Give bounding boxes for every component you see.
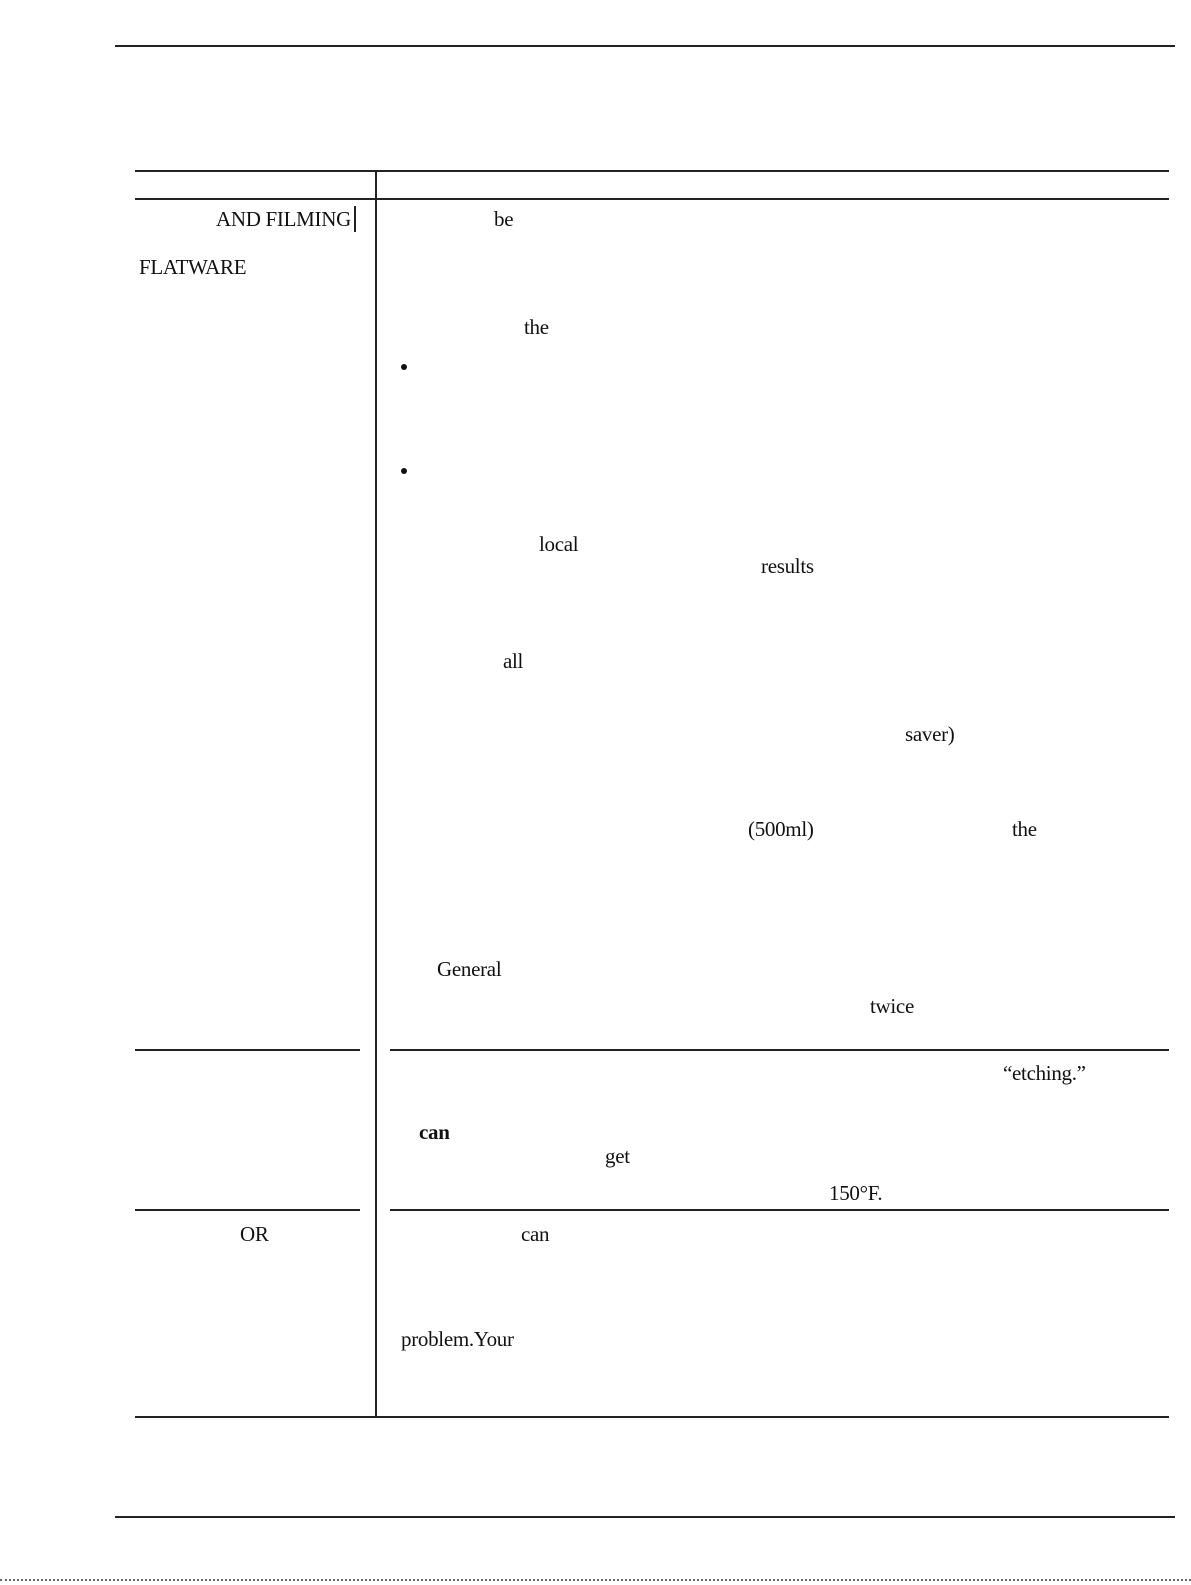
- row1-text-be: be: [494, 207, 514, 231]
- row-separator-2-right: [390, 1209, 1169, 1211]
- table-bottom-rule: [135, 1416, 1169, 1418]
- row1-text-local: local: [539, 532, 579, 556]
- table-top-rule: [135, 170, 1169, 172]
- bullet-2: [401, 468, 407, 474]
- row3-text-problem-your: problem.Your: [401, 1327, 514, 1351]
- row3-text-can: can: [521, 1222, 550, 1246]
- row2-text-can: can: [419, 1120, 450, 1144]
- top-rule: [115, 45, 1175, 47]
- row1-text-the-2: the: [1012, 817, 1037, 841]
- bullet-1: [401, 364, 407, 370]
- row1-text-the: the: [524, 315, 549, 339]
- row-separator-2-left: [135, 1209, 360, 1211]
- row1-text-saver: saver): [905, 722, 955, 746]
- row2-text-150f: 150°F.: [829, 1181, 883, 1205]
- row1-text-all: all: [503, 649, 524, 673]
- row-separator-1-right: [390, 1049, 1169, 1051]
- bottom-rule: [115, 1516, 1175, 1518]
- page-edge-dotted-rule: [0, 1579, 1191, 1581]
- row3-label-line1: OR: [240, 1222, 269, 1246]
- table-header-rule: [135, 198, 1169, 200]
- row1-text-twice: twice: [870, 994, 914, 1018]
- row2-text-etching: “etching.”: [1003, 1061, 1086, 1085]
- row1-text-500ml: (500ml): [748, 817, 814, 841]
- row-separator-1-left: [135, 1049, 360, 1051]
- label-bar: [354, 206, 356, 232]
- row1-label-line1: AND FILMING: [216, 206, 356, 232]
- row2-text-get: get: [605, 1144, 630, 1168]
- table-column-divider: [375, 170, 377, 1416]
- row1-text-results: results: [761, 554, 814, 578]
- row1-label-line2: FLATWARE: [139, 255, 247, 279]
- row1-text-general: General: [437, 957, 502, 981]
